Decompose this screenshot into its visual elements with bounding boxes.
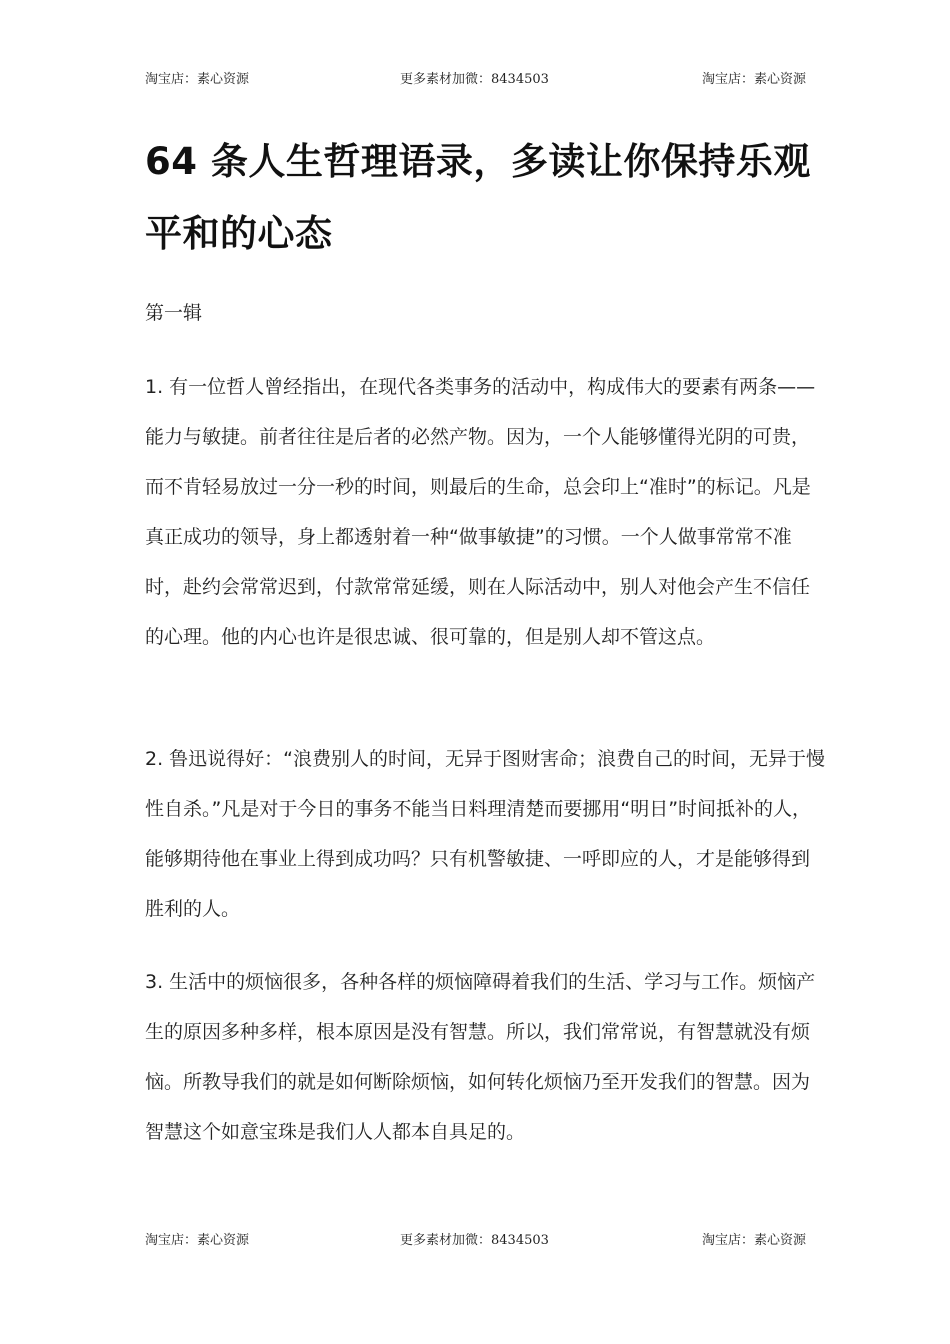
footer-contact-label: 更多素材加微：8434503 — [400, 1233, 549, 1248]
header-shop-label-right: 淘宝店：素心资源 — [701, 72, 806, 87]
page-footer — [145, 1229, 806, 1253]
paragraph-3: 3. 生活中的烦恼很多，各种各样的烦恼障碍着我们的生活、学习与工作。烦恼产生的原因多种多样，根本原因是没有智慧。所以，我们常常说，有智慧就没有烦恼。所教导我们的就是如何断除烦恼，如何转化烦恼乃至开发我们的智慧。因为智慧这个如意宝珠是我们人人都本自具足的。 — [145, 971, 816, 1143]
paragraph-2: 2. 鲁迅说得好：“浪费别人的时间，无异于图财害命；浪费自己的时间，无异于慢性自杀。”凡是对于今日的事务不能当日料理清楚而要挪用“明日”时间抵补的人，能够期待他在事业上得到成功吗？只有机警敏捷、一呼即应的人，才是能够得到胜利的人。 — [145, 748, 826, 920]
paragraph-1: 1. 有一位哲人曾经指出，在现代各类事务的活动中，构成伟大的要素有两条——能力与敏捷。前者往往是后者的必然产物。因为，一个人能够懂得光阴的可贵，而不肯轻易放过一分一秒的时间，则最后的生命，总会印上“准时”的标记。凡是真正成功的领导，身上都透射着一种“做事敏捷”的习惯。一个人做事常常不准时，赴约会常常迟到，付款常常延缓，则在人际活动中，别人对他会产生不信任的心理。他的内心也许是很忠诚、很可靠的，但是别人却不管这点。 — [145, 376, 816, 648]
page-header — [145, 68, 806, 92]
article-title: 64 条人生哲理语录，多读让你保持乐观平和的心态 — [145, 140, 811, 255]
footer-shop-label: 淘宝店：素心资源 — [145, 1233, 250, 1248]
section-heading: 第一辑 — [145, 302, 203, 324]
header-contact-label: 更多素材加微：8434503 — [400, 72, 549, 87]
header-shop-label: 淘宝店：素心资源 — [145, 72, 250, 87]
footer-shop-label-right: 淘宝店：素心资源 — [701, 1233, 806, 1248]
